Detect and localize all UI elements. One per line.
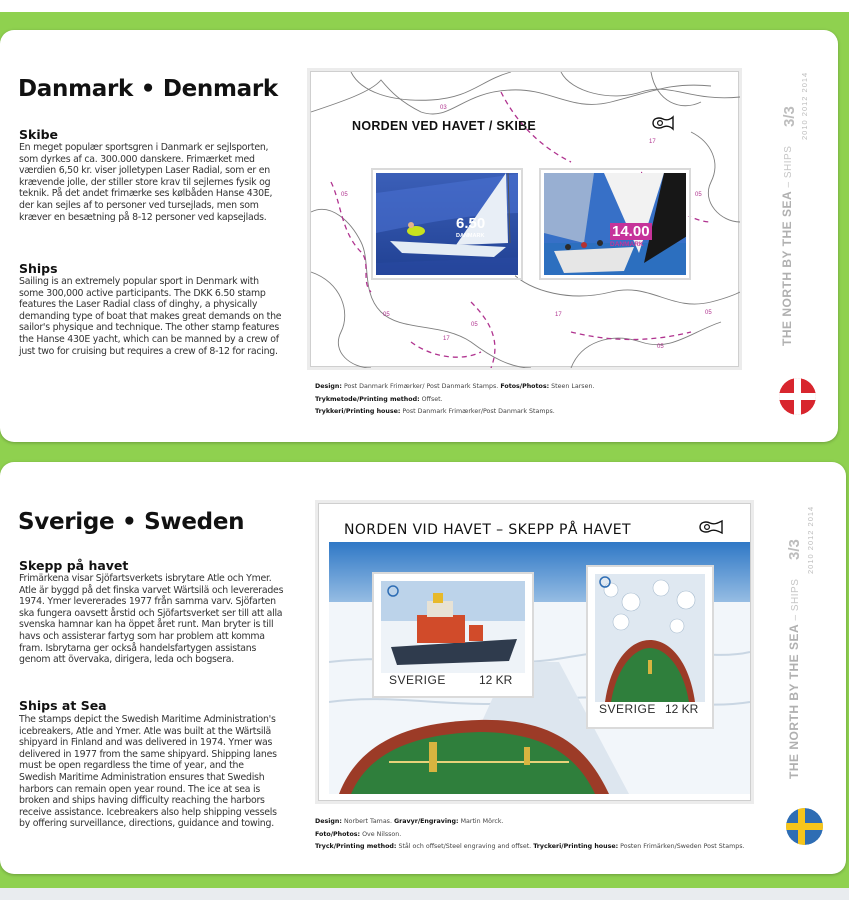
page-top-edge: [0, 0, 849, 12]
sweden-stamp1-country: SVERIGE: [389, 673, 446, 687]
sweden-stamp1-value: 12 KR: [479, 673, 513, 687]
swedish-flag-icon: [786, 808, 823, 845]
denmark-sheet-title: NORDEN VED HAVET / SKIBE: [352, 119, 537, 133]
chart-depth-label: 03: [440, 105, 447, 111]
chart-depth-label: 05: [341, 192, 348, 198]
sweden-swedish-heading: Skepp på havet: [19, 558, 129, 573]
denmark-stamp-sheet: [310, 71, 739, 367]
sweden-title: Sverige • Sweden: [18, 509, 245, 535]
sweden-credits: Design: Norbert Tamas. Gravyr/Engraving: Martin Mörck. Foto/Photos: Ove Nilsson. Tryck/Printing method: Stål och offset/Steel engraving and offset. Tryckeri/Printing house: Posten Frimärken/Sweden Post Stamps.: [315, 818, 745, 850]
denmark-english-text: Sailing is an extremely popular sport in Denmark with some 300,000 active participants. The DKK 6.50 stamp features the Laser Radial class of dinghy, a physically demanding type of boat that makes great demands on the sailor's physique and technique. The other stamp features the Hanse 430E yacht, which can be manned by a crew of just two for cruising but requires a crew of 8-12 for racing.: [19, 276, 282, 357]
posthorn-icon: [651, 115, 675, 131]
sweden-english-text: The stamps depict the Swedish Maritime Administration's icebreakers, Atle and Ymer. Atle was built at the Wärtsilä shipyard in Finland and was delivered in 1974. Ymer was delivered in 1977 from the same shipyard. Shipping lanes must be open regardless the time of year, and the Swedish Maritime Administration ensures that Swedish harbors can remain open year round. The ice at sea is broken and ships having difficulty reaching the harbors receive assistance. Icebreakers also help shipping vessels by offering surveillance, directions, guidance and towing.: [19, 714, 277, 830]
sweden-series-number: 3/3: [786, 539, 803, 560]
chart-depth-label: 05: [705, 310, 712, 316]
denmark-stamp-laser-radial: [373, 170, 521, 278]
denmark-stamp1-value: 6.50: [456, 215, 486, 232]
page-bottom-edge: [0, 888, 849, 900]
denmark-stamp-hanse: [541, 170, 689, 278]
sweden-series-label: THE NORTH BY THE SEA – SHIPS: [787, 578, 801, 779]
chart-depth-label: 17: [443, 336, 450, 342]
chart-depth-label: 05: [383, 312, 390, 318]
posthorn-icon: [698, 519, 724, 535]
chart-depth-label: 05: [471, 322, 478, 328]
sweden-stamp-ymer: [588, 567, 712, 727]
denmark-stamp1-country: DANMARK: [456, 233, 485, 239]
denmark-danish-text: En meget populær sportsgren i Danmark er sejlsporten, som dyrkes af ca. 300.000 danskere. Frimærket med værdien 6,50 kr. viser jolletypen Laser Radial, som er en krævende jolle, der stiller store krav til sejlernes fysik og teknik. På det andet frimærke ses kølbåden Hanse 430E, der kan sejles af to personer ved tursejlads, men som kræver en besætning på 8-12 personer ved kapsejlads.: [19, 142, 273, 223]
danish-flag-icon: [779, 378, 816, 415]
chart-depth-label: 17: [649, 139, 656, 145]
chart-depth-label: 05: [657, 344, 664, 350]
denmark-series-label: THE NORTH BY THE SEA – SHIPS: [780, 145, 794, 346]
denmark-title: Danmark • Denmark: [18, 76, 278, 102]
denmark-series-years: 2010 2012 2014: [800, 71, 809, 140]
chart-depth-label: 05: [695, 192, 702, 198]
denmark-credits: Design: Post Danmark Frimærker/ Post Danmark Stamps. Fotos/Photos: Steen Larsen. Trykmetode/Printing method: Offset. Trykkeri/Printing house: Post Danmark Frimærker/Post Danmark Stamps.: [315, 383, 595, 415]
sweden-sheet-title: NORDEN VID HAVET – SKEPP PÅ HAVET: [344, 522, 631, 538]
sweden-swedish-text: Frimärkena visar Sjöfartsverkets isbrytare Atle och Ymer. Atle är byggd på det finska varvet Wärtsilä och levererades 1974. Ymer levererades 1977 från samma varv. Sjöfarten ska fungera oavsett årstid och Sjöfartsverket ser till att alla svenska hamnar kan ha öppet året runt. Man bryter is till havs och assisterar fartyg som har problem att komma fram. Isbrytarna ger också handelsfartygen assistans genom att övervaka, dirigera, leda och bogsera.: [19, 573, 284, 666]
sweden-stamp2-country: SVERIGE: [599, 702, 656, 716]
denmark-danish-heading: Skibe: [19, 127, 59, 142]
denmark-stamp2-value: 14.00: [612, 223, 650, 240]
denmark-series-number: 3/3: [781, 106, 798, 127]
denmark-english-heading: Ships: [19, 261, 58, 276]
sweden-english-heading: Ships at Sea: [19, 698, 107, 713]
denmark-stamp2-country: DANMARK: [610, 241, 644, 248]
chart-depth-label: 17: [555, 312, 562, 318]
sweden-stamp2-value: 12 KR: [665, 702, 699, 716]
sweden-stamp-atle: [374, 574, 532, 696]
sweden-stamp-sheet: [318, 503, 751, 801]
sweden-series-years: 2010 2012 2014: [806, 505, 815, 574]
